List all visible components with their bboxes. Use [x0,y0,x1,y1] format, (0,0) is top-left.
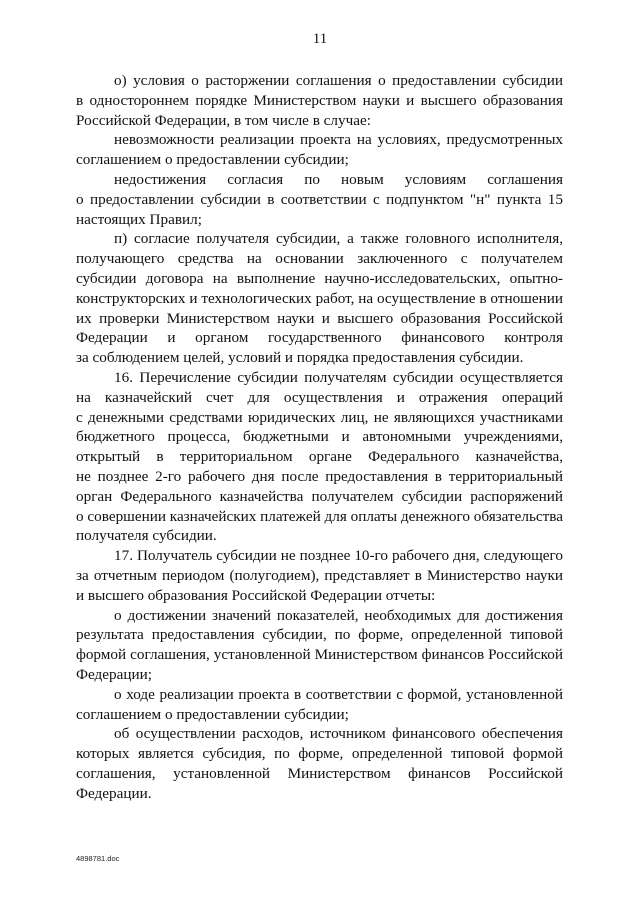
paragraph-line: Федерации; [76,665,152,683]
paragraph-line: Федерации. [76,784,152,802]
paragraph [76,170,563,229]
paragraph-line: и высшего образования Российской Федерации отчеты: [76,586,436,604]
paragraph-line: за соблюдением целей, условий и порядка предоставления субсидии. [76,349,524,367]
paragraph-line: 17. Получатель субсидии не позднее 10-го рабочего дня, следующего [114,547,563,565]
paragraph-line: их проверки Министерством науки и высшего образования Российской [76,309,563,327]
paragraph-line: орган Федерального казначейства получателем субсидии распоряжений [76,487,563,505]
paragraph-line: открытый в территориальном органе Федерального казначейства, [76,448,563,466]
paragraph-line: бюджетного процесса, бюджетными и автономными учреждениями, [76,428,563,446]
paragraph [76,229,563,368]
paragraph-line: соглашением о предоставлении субсидии; [76,705,349,723]
page-number: 11 [312,31,328,47]
paragraph-line: соглашением о предоставлении субсидии; [76,151,349,169]
paragraph-line: конструкторских и технологических работ, на осуществление в отношении [76,289,563,307]
paragraph-line: формой соглашения, установленной Министерством финансов Российской [76,646,563,664]
paragraph-line: получателя субсидии. [76,527,217,545]
paragraph-line: Федерации и органом государственного финансового контроля [76,329,563,347]
paragraph [76,71,563,130]
paragraph-line: невозможности реализации проекта на условиях, предусмотренных [114,131,563,149]
paragraph-line: соглашения, установленной Министерством финансов Российской [76,764,563,782]
paragraph [76,130,563,170]
paragraph-line: на казначейский счет для осуществления и отражения операций [76,388,563,406]
paragraph-line: получающего средства на основании заключенного с получателем [76,250,563,268]
paragraph-line: недостижения согласия по новым условиям соглашения [114,170,563,188]
paragraph-line: не позднее 2-го рабочего дня после предоставления в территориальный [76,467,563,485]
paragraph-line: о предоставлении субсидии в соответствии с подпунктом "н" пункта 15 [76,190,563,208]
paragraph [76,724,563,803]
paragraph-line: за отчетным периодом (полугодием), представляет в Министерство науки [76,566,563,584]
paragraph-line: субсидии договора на выполнение научно-исследовательских, опытно- [76,269,563,287]
paragraph [76,368,563,546]
document-body [76,71,563,803]
paragraph-line: Российской Федерации, в том числе в случае: [76,111,371,129]
paragraph [76,606,563,685]
paragraph-line: в одностороннем порядке Министерством науки и высшего образования [76,91,563,109]
paragraph [76,546,563,605]
paragraph-line: о совершении казначейских платежей для оплаты денежного обязательства [76,507,563,525]
paragraph-line: п) согласие получателя субсидии, а также головного исполнителя, [114,230,563,248]
paragraph-line: об осуществлении расходов, источником финансового обеспечения [114,725,563,743]
paragraph-line: настоящих Правил; [76,210,202,228]
paragraph-line: с денежными средствами юридических лиц, не являющихся участниками [76,408,563,426]
paragraph-line: которых является субсидия, по форме, определенной типовой формой [76,745,563,763]
paragraph-line: результата предоставления субсидии, по форме, определенной типовой [76,626,563,644]
paragraph-line: о) условия о расторжении соглашения о предоставлении субсидии [114,72,563,89]
paragraph-line: о ходе реализации проекта в соответствии с формой, установленной [114,685,563,703]
paragraph [76,685,563,725]
paragraph-line: 16. Перечисление субсидии получателям субсидии осуществляется [114,368,563,386]
paragraph-line: о достижении значений показателей, необходимых для достижения [114,606,563,624]
footer-file-name: 4898781.doc [76,854,120,863]
